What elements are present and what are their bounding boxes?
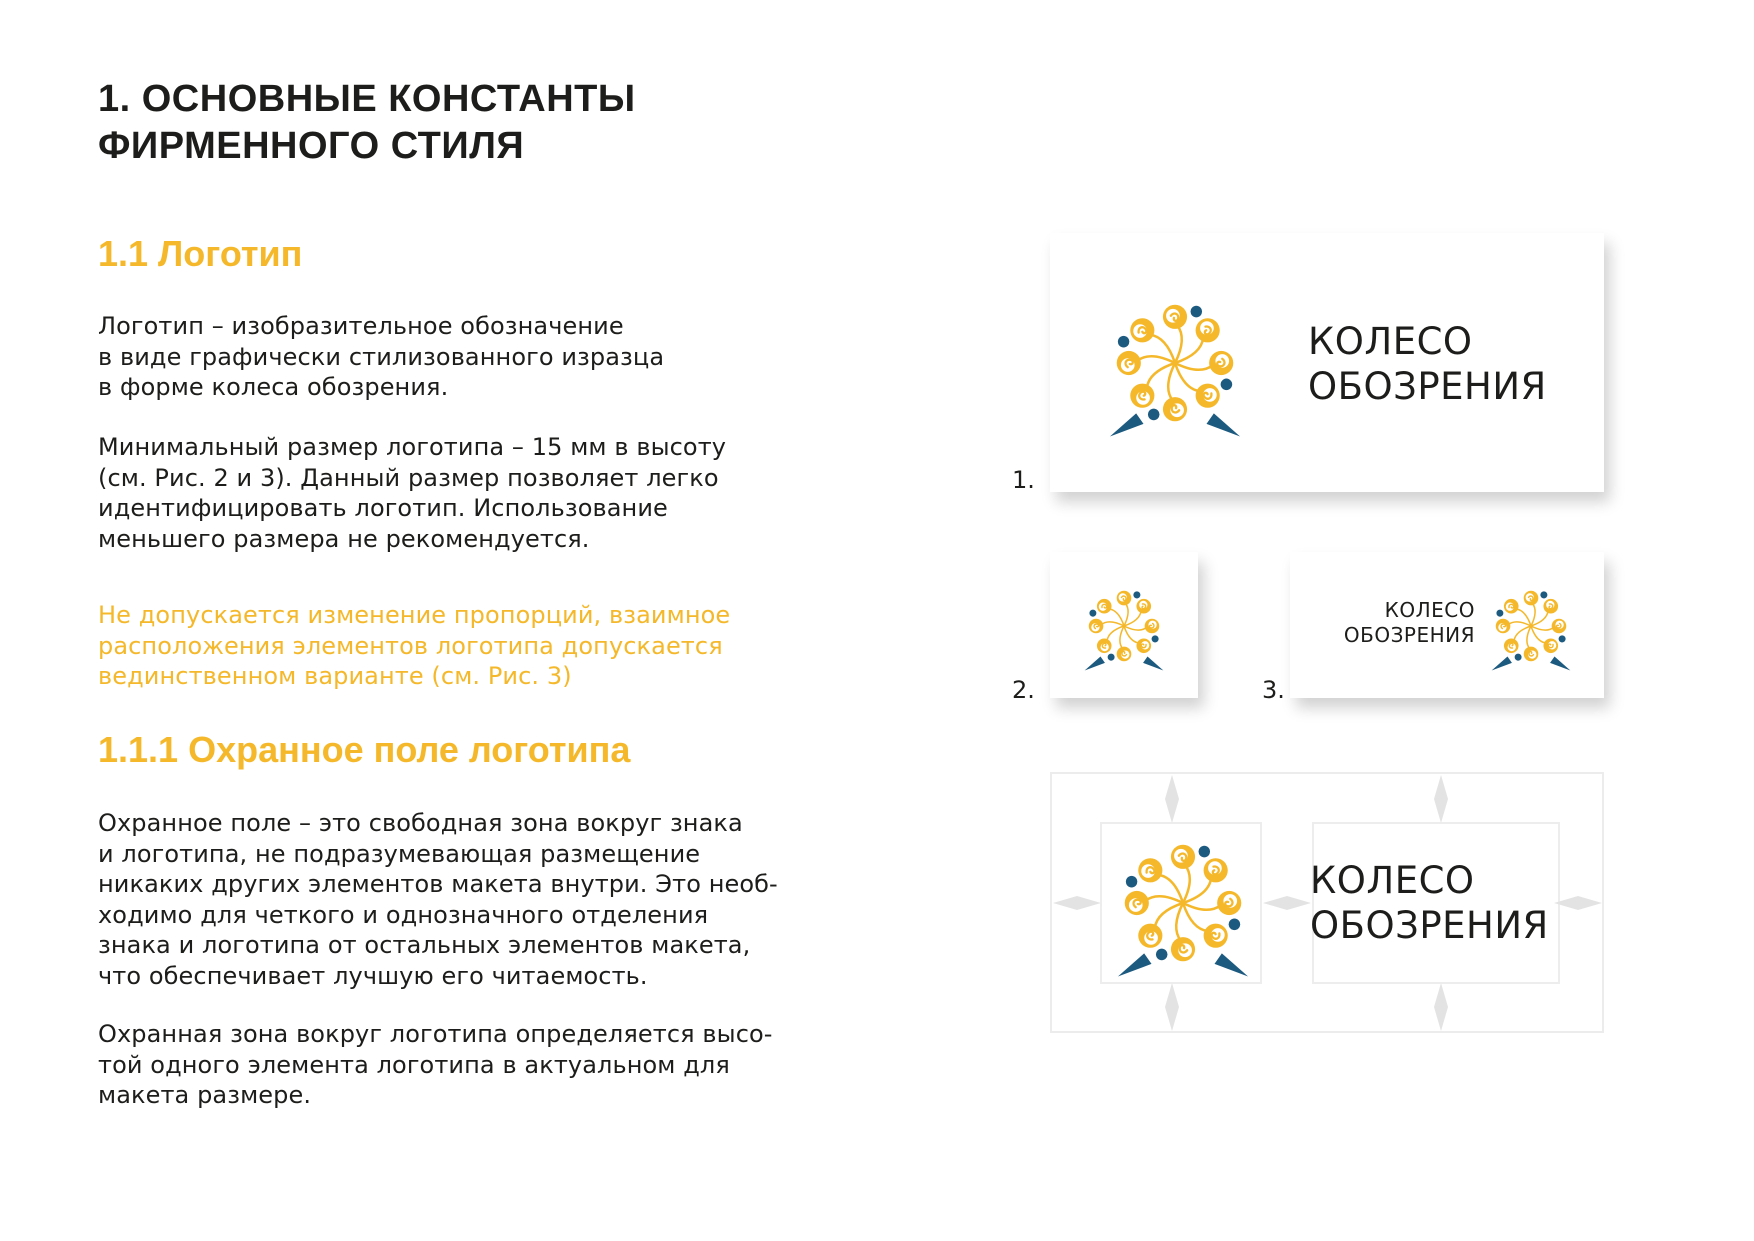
note-line: Не допускается изменение пропорций, взаимное	[98, 601, 731, 629]
logo-description-paragraph	[98, 311, 664, 403]
page-title	[98, 76, 898, 170]
section-heading-guard-field: 1.1.1 Охранное поле логотипа	[98, 729, 631, 770]
section-heading-logo: 1.1 Логотип	[98, 233, 303, 274]
text-line: идентифицировать логотип. Использование	[98, 494, 668, 522]
text-line: Охранное поле – это свободная зона вокруг знака	[98, 809, 743, 837]
text-line: Охранная зона вокруг логотипа определяется высо-	[98, 1020, 773, 1048]
figure-3-wordmark	[1315, 598, 1475, 648]
ferris-wheel-logo-icon	[1090, 278, 1260, 448]
figure-2-label: 2.	[1012, 676, 1035, 704]
guard-zone-paragraph	[98, 1019, 773, 1111]
text-line: Минимальный размер логотипа – 15 мм в высоту	[98, 433, 727, 461]
text-line: макета размере.	[98, 1081, 312, 1109]
ferris-wheel-logo-icon	[1074, 576, 1174, 676]
text-line: знака и логотипа от остальных элементов макета,	[98, 931, 751, 959]
wordmark-line-2: ОБОЗРЕНИЯ	[1308, 365, 1547, 408]
figure-1-logo-card	[1050, 233, 1604, 492]
figure-3-logo-card	[1290, 552, 1604, 698]
figure-1-wordmark	[1308, 319, 1547, 409]
text-line: меньшего размера не рекомендуется.	[98, 524, 590, 553]
arrow-icon	[1553, 895, 1603, 911]
guard-field-paragraph	[98, 808, 778, 991]
text-line: в форме колеса обозрения.	[98, 373, 449, 401]
text-line: Логотип – изобразительное обозначение	[98, 312, 624, 340]
note-line: вединственном варианте (см. Рис. 3)	[98, 662, 572, 690]
ferris-wheel-logo-icon	[1481, 576, 1581, 676]
figure-2-logo-card	[1050, 552, 1198, 698]
wordmark-line-1: КОЛЕСО	[1384, 598, 1475, 622]
arrow-icon	[1164, 774, 1180, 824]
page-title-line-1: 1. ОСНОВНЫЕ КОНСТАНТЫ	[98, 78, 636, 120]
text-line: той одного элемента логотипа в актуальном для	[98, 1050, 730, 1079]
figure-3-label: 3.	[1262, 676, 1285, 704]
wordmark-line-1: КОЛЕСО	[1310, 859, 1475, 902]
figure-1-label: 1.	[1012, 466, 1035, 494]
arrow-icon	[1433, 774, 1449, 824]
text-line: и логотипа, не подразумевающая размещение	[98, 839, 701, 868]
wordmark-line-1: КОЛЕСО	[1308, 320, 1473, 363]
guard-figure-wordmark	[1310, 858, 1549, 948]
text-line: что обеспечивает лучшую его читаемость.	[98, 961, 648, 990]
arrow-icon	[1052, 895, 1102, 911]
text-line: в виде графически стилизованного изразца	[98, 342, 665, 371]
wordmark-line-2: ОБОЗРЕНИЯ	[1310, 904, 1549, 947]
arrow-icon	[1262, 895, 1312, 911]
proportions-note	[98, 600, 730, 692]
text-line: никаких других элементов макета внутри. Это необ-	[98, 870, 778, 898]
page-title-line-2: ФИРМЕННОГО СТИЛЯ	[98, 125, 525, 167]
wordmark-line-2: ОБОЗРЕНИЯ	[1343, 623, 1475, 647]
text-line: (см. Рис. 2 и 3). Данный размер позволяет легко	[98, 463, 719, 492]
text-line: ходимо для четкого и однозначного отделения	[98, 900, 709, 929]
note-line: расположения элементов логотипа допускается	[98, 631, 723, 660]
ferris-wheel-logo-icon	[1098, 818, 1268, 988]
min-size-paragraph	[98, 432, 726, 554]
arrow-icon	[1433, 982, 1449, 1032]
arrow-icon	[1164, 982, 1180, 1032]
guard-field-figure	[1050, 772, 1604, 1033]
